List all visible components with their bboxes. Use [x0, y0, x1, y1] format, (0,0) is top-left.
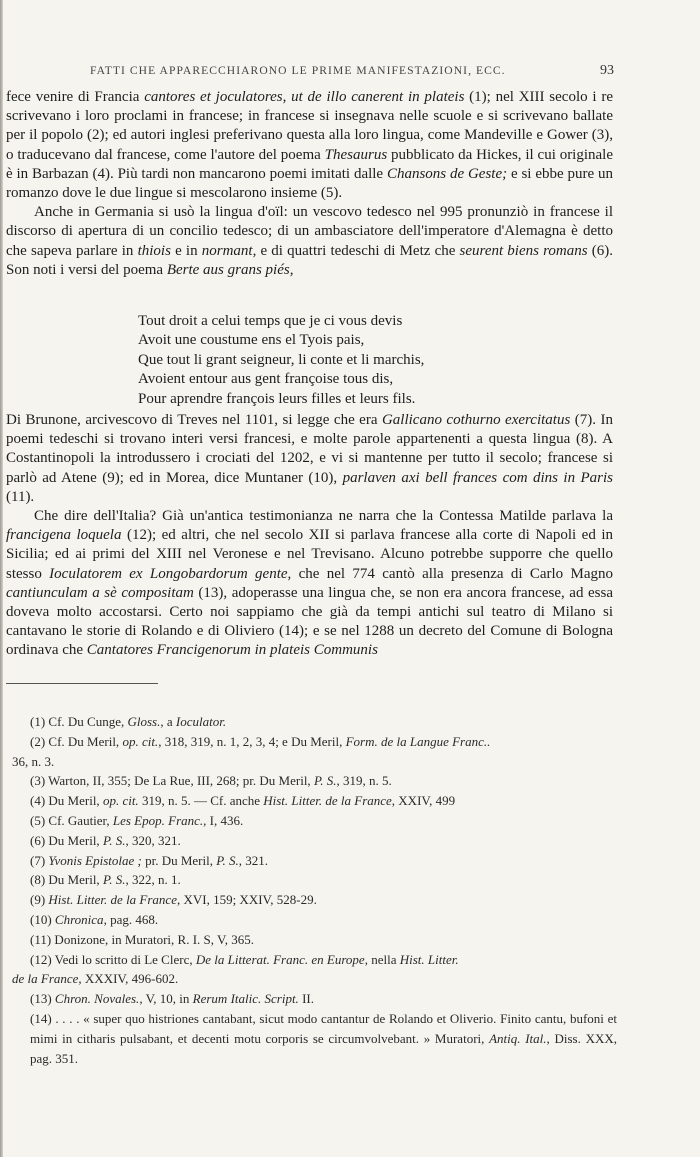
paragraph-1 [6, 88, 613, 203]
text-run: , nella [364, 951, 400, 967]
text-run: Anche in Germania si usò la lingua d'oïl: un vescovo tedesco nel 995 pronunziò in francese il discorso di apertura di un concilio tedesco; di un ambasciatore dell'imperatore d'Alemagna è detto che sapeva parlare in [6, 204, 613, 259]
italic-run: op. cit. [102, 793, 139, 809]
footnote-1 [12, 712, 617, 732]
italic-run: de la France [12, 971, 79, 987]
footnote-separator [6, 683, 158, 684]
text-run: (1); nel XIII secolo i re scrivevano i loro proclami in francese; in francese si insegnava nelle scuole e si scrivevano ballate per il popolo (2); ed autori inglesi preferivano questa alla loro lingua, come Mandeville e Gower (3), o traducevano dal francese, come l'autore del poema [6, 89, 613, 163]
text-run: che nel 774 cantò alla presenza di Carlo Magno [291, 565, 613, 582]
italic-run: normant, [201, 242, 257, 259]
verse-line: Tout droit a celui temps que je ci vous devis [138, 313, 403, 329]
italic-run: Ioculator. [175, 714, 227, 729]
italic-run: Form. de la Langue Franc.. [345, 733, 491, 749]
text-run: (9) [30, 892, 49, 908]
paragraph-3 [6, 411, 613, 507]
footnote-2-continued [12, 752, 617, 772]
italic-run: P. S. [102, 832, 126, 848]
footnote-2 [12, 732, 617, 752]
italic-run: cantiunculam a sè compositam [6, 584, 194, 601]
main-text-bottom [6, 411, 613, 661]
footnote-11 [12, 930, 617, 950]
footnote-14 [12, 1009, 617, 1068]
italic-run: P. S. [216, 852, 239, 868]
italic-run: Rerum Italic. Script. [192, 991, 299, 1007]
footnote-12-continued [12, 969, 617, 989]
text-run: 36, n. 3. [12, 753, 55, 769]
italic-run: Chansons de Geste; [386, 165, 508, 182]
footnote-13 [12, 989, 617, 1009]
text-run: , 322, n. 1. [125, 872, 181, 888]
italic-run: Hist. Litter. [399, 951, 459, 967]
text-run: (8) Du Meril, [30, 872, 103, 888]
text-run: (6). Son noti i versi del poema [6, 242, 613, 278]
text-run: e in [170, 242, 202, 259]
italic-run: Les Epop. Franc. [112, 812, 204, 828]
text-run: , pag. 468. [103, 911, 159, 927]
running-head: FATTI CHE APPARECCHIARONO LE PRIME MANIFESTAZIONI, ECC. [90, 64, 506, 77]
page-number: 93 [600, 63, 614, 78]
verse-line: Avoit une coustume ens el Tyois pais, [138, 332, 365, 349]
text-run: (11) Donizone, in Muratori, R. I. S, V, 365. [30, 931, 254, 947]
italic-run: Yvonis Epistolae ; [48, 852, 142, 868]
text-run: , 321. [238, 852, 268, 868]
text-run: II. [298, 991, 314, 1007]
italic-run: thiois [137, 242, 171, 259]
page-header [0, 64, 700, 82]
footnote-12 [12, 950, 617, 970]
footnote-7 [12, 851, 617, 871]
italic-run: De la Litterat. Franc. en Europe [195, 951, 365, 967]
text-run: (13) [30, 991, 55, 1007]
footnote-10 [12, 910, 617, 930]
italic-run: op. cit. [122, 733, 159, 749]
italic-run: Antiq. Ital. [489, 1030, 547, 1046]
text-run: , XXIV, 499 [391, 793, 456, 809]
text-run: (14) . . . . « super quo histriones cantabant, sicut modo cantantur de Rolando et Oliverio. Finito cantu, bufoni et mimi in citharis pulsabant, et decenti motu corporis se circumvolvebant. » Muratori, [30, 1010, 617, 1046]
footnote-6 [12, 831, 617, 851]
text-run: (7). In poemi tedeschi si trovano interi versi francesi, e molte parole appartenenti a questa lingua (8). A Costantinopoli la introdussero i crociati del 1202, e vi si mantenne per tutto il secolo; francese si parlò ad Atene (9); ed in Morea, dice Muntaner (10), [6, 412, 613, 486]
italic-run: Cantatores Francigenorum in plateis Communis [86, 642, 378, 659]
italic-run: Chron. Novales. [54, 991, 140, 1007]
italic-run: seurent biens romans [459, 242, 588, 259]
italic-run: Ioculatorem ex Longobardorum gente, [49, 565, 292, 582]
text-run: e si ebbe pure un romanzo dove le due lingue si mescolarono insieme (5). [6, 165, 613, 202]
text-run: Che dire dell'Italia? Già un'antica testimonianza ne narra che la Contessa Matilde parlava la [34, 508, 613, 525]
footnote-3 [12, 771, 617, 791]
italic-run: Berte aus grans piés, [166, 261, 294, 278]
italic-run: Hist. Litter. de la France [48, 892, 177, 908]
text-run: (7) [30, 852, 49, 868]
text-run: , 320, 321. [125, 832, 181, 848]
footnote-9 [12, 890, 617, 910]
text-run: (4) Du Meril, [30, 793, 103, 809]
text-run: , I, 436. [203, 812, 244, 828]
paragraph-2 [6, 203, 613, 280]
text-run: , XXXIV, 496-602. [78, 971, 179, 987]
page-binding-edge [0, 0, 3, 1157]
verse-quotation [138, 312, 424, 409]
text-run: (3) Warton, II, 355; De La Rue, III, 268; pr. Du Meril, [30, 773, 314, 789]
italic-run: parlaven axi bell frances com dins in Paris [342, 469, 613, 486]
text-run: 319, n. 5. — Cf. anche [138, 793, 264, 809]
text-run: , XVI, 159; XXIV, 528-29. [176, 892, 317, 908]
text-run: pubblicato da Hickes, il cui originale è in Barbazan (4). Più tardi non mancarono poemi imitati dalle [6, 146, 614, 182]
italic-run: Gallicano cothurno exercitatus [381, 412, 571, 428]
text-run: (6) Du Meril, [30, 832, 103, 848]
italic-run: cantores et joculatores, ut de illo canerent in plateis [144, 89, 465, 105]
italic-run: Chronica [54, 911, 104, 927]
italic-run: Gloss. [127, 714, 161, 729]
italic-run: francigena loquela [6, 527, 122, 544]
text-run: fece venire di Francia [6, 89, 145, 105]
text-run: e di quattri tedeschi di Metz che [256, 242, 460, 259]
verse-line: Pour aprendre françois leurs filles et leurs fils. [138, 390, 416, 407]
italic-run: P. S. [102, 872, 126, 888]
italic-run: Thesaurus [324, 146, 388, 163]
text-run: (2) Cf. Du Meril, [30, 733, 123, 749]
text-run: (13), adoperasse una lingua che, se non era ancora francese, ad essa doveva molto accostarsi. Certo noi sappiamo che già da tempi antichi sul teatro di Milano si cantavano le storie di Rolando e di Oliviero (14); e se nel 1288 un decreto del Comune di Bologna ordinava che [6, 584, 614, 659]
footnote-5 [12, 811, 617, 831]
verse-line: Avoient entour aus gent françoise tous dis, [138, 371, 394, 388]
footnote-8 [12, 870, 617, 890]
italic-run: Hist. Litter. de la France [263, 793, 392, 809]
italic-run: P. S. [313, 773, 337, 789]
paragraph-4 [6, 507, 613, 661]
verse-line: Que tout li grant seigneur, li conte et li marchis, [138, 351, 425, 368]
text-run: pr. Du Meril, [141, 852, 217, 868]
text-run: (11). [6, 488, 35, 505]
text-run: (5) Cf. Gautier, [30, 812, 113, 828]
text-run: , Diss. XXX, pag. 351. [30, 1030, 617, 1066]
text-run: , V, 10, in [139, 991, 193, 1007]
text-run: (10) [30, 911, 55, 927]
main-text-top [6, 88, 613, 280]
text-run: , 318, 319, n. 1, 2, 3, 4; e Du Meril, [158, 733, 346, 749]
footnote-4 [12, 791, 617, 811]
text-run: , a [160, 714, 176, 729]
text-run: , 319, n. 5. [336, 773, 392, 789]
text-run: (1) Cf. Du Cunge, [30, 714, 128, 729]
text-run: (12) Vedi lo scritto di Le Clerc, [30, 951, 196, 967]
text-run: (12); ed altri, che nel secolo XII si parlava francese alla corte di Napoli ed in Sicilia; ed ai primi del XIII nel Veronese e nel Trevisano. Alcuno potrebbe supporre che quello stesso [6, 527, 613, 582]
footnotes [12, 712, 617, 1068]
text-run: Di Brunone, arcivescovo di Treves nel 1101, si legge che era [6, 412, 382, 428]
